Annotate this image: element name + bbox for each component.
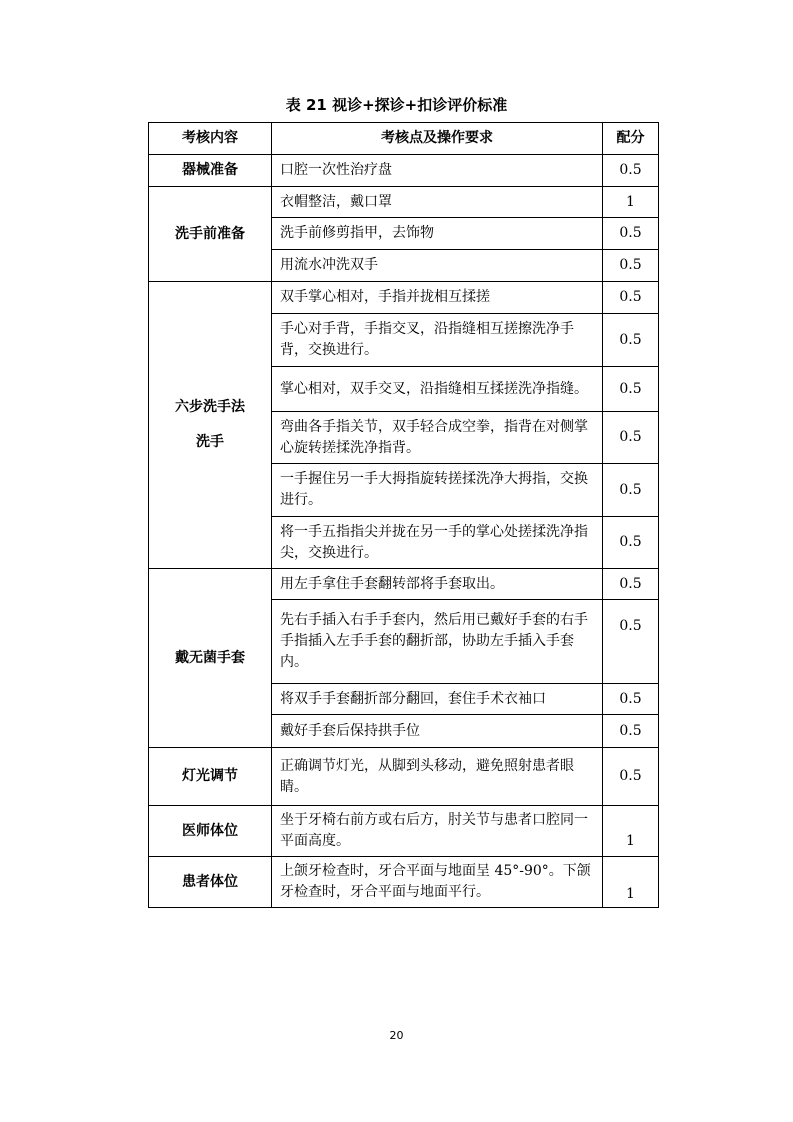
score-value: 0.5 [603, 367, 659, 412]
header-row [149, 123, 659, 155]
requirement-text: 弯曲各手指关节，双手轻合成空拳，指背在对侧掌心旋转搓揉洗净指背。 [272, 412, 603, 464]
score-value: 0.5 [603, 600, 659, 684]
header-requirements: 考核点及操作要求 [272, 123, 603, 155]
category-sixstep-line2: 洗手 [196, 434, 224, 450]
table-title: 表 21 视诊+探诊+扣诊评价标准 [285, 96, 508, 114]
requirement-text: 一手握住另一手大拇指旋转搓揉洗净大拇指，交换进行。 [272, 464, 603, 517]
requirement-text: 正确调节灯光，从脚到头移动，避免照射患者眼睛。 [272, 748, 603, 806]
score-value: 0.5 [603, 314, 659, 367]
requirement-text: 将双手手套翻折部分翻回，套住手术衣袖口 [272, 684, 603, 715]
score-value: 0.5 [603, 282, 659, 314]
requirement-text: 用左手拿住手套翻转部将手套取出。 [272, 569, 603, 600]
requirement-text: 掌心相对，双手交叉，沿指缝相互揉搓洗净指缝。 [272, 367, 603, 412]
score-value: 0.5 [603, 155, 659, 187]
requirement-text: 先右手插入右手手套内，然后用已戴好手套的右手手指插入左手手套的翻折部，协助左手插入手套内。 [272, 600, 603, 684]
score-value: 0.5 [603, 517, 659, 569]
header-score: 配分 [603, 123, 659, 155]
table-row [149, 282, 659, 314]
requirement-text: 坐于牙椅右前方或右后方，肘关节与患者口腔同一平面高度。 [272, 806, 603, 857]
category-patient: 患者体位 [149, 857, 272, 908]
category-gloves: 戴无菌手套 [149, 569, 272, 748]
category-doctor: 医师体位 [149, 806, 272, 857]
score-value: 0.5 [603, 464, 659, 517]
evaluation-table [148, 122, 659, 908]
score-value: 1 [603, 806, 659, 857]
score-value: 1 [603, 857, 659, 908]
requirement-text: 将一手五指指尖并拢在另一手的掌心处搓揉洗净指尖，交换进行。 [272, 517, 603, 569]
score-value: 0.5 [603, 748, 659, 806]
category-prewash: 洗手前准备 [149, 187, 272, 282]
table-row [149, 857, 659, 908]
page-number: 20 [389, 1029, 404, 1042]
requirement-text: 洗手前修剪指甲，去饰物 [272, 218, 603, 250]
requirement-text: 上颌牙检查时，牙合平面与地面呈 45°-90°。下颌牙检查时，牙合平面与地面平行。 [272, 857, 603, 908]
requirement-text: 衣帽整洁，戴口罩 [272, 187, 603, 218]
requirement-text: 手心对手背，手指交叉，沿指缝相互搓擦洗净手背，交换进行。 [272, 314, 603, 367]
requirement-text: 戴好手套后保持拱手位 [272, 715, 603, 748]
category-light: 灯光调节 [149, 748, 272, 806]
score-value: 1 [603, 187, 659, 218]
table-row [149, 155, 659, 187]
requirement-text: 口腔一次性治疗盘 [272, 155, 603, 187]
score-value: 0.5 [603, 684, 659, 715]
score-value: 0.5 [603, 218, 659, 250]
category-sixstep [149, 282, 272, 569]
score-value: 0.5 [603, 569, 659, 600]
table-row [149, 806, 659, 857]
score-value: 0.5 [603, 412, 659, 464]
table-row [149, 187, 659, 218]
header-content: 考核内容 [149, 123, 272, 155]
score-value: 0.5 [603, 250, 659, 282]
requirement-text: 双手掌心相对，手指并拢相互揉搓 [272, 282, 603, 314]
score-value: 0.5 [603, 715, 659, 748]
table-row [149, 748, 659, 806]
table-row [149, 569, 659, 600]
category-instrument: 器械准备 [149, 155, 272, 187]
requirement-text: 用流水冲洗双手 [272, 250, 603, 282]
category-sixstep-line1: 六步洗手法 [175, 399, 245, 415]
